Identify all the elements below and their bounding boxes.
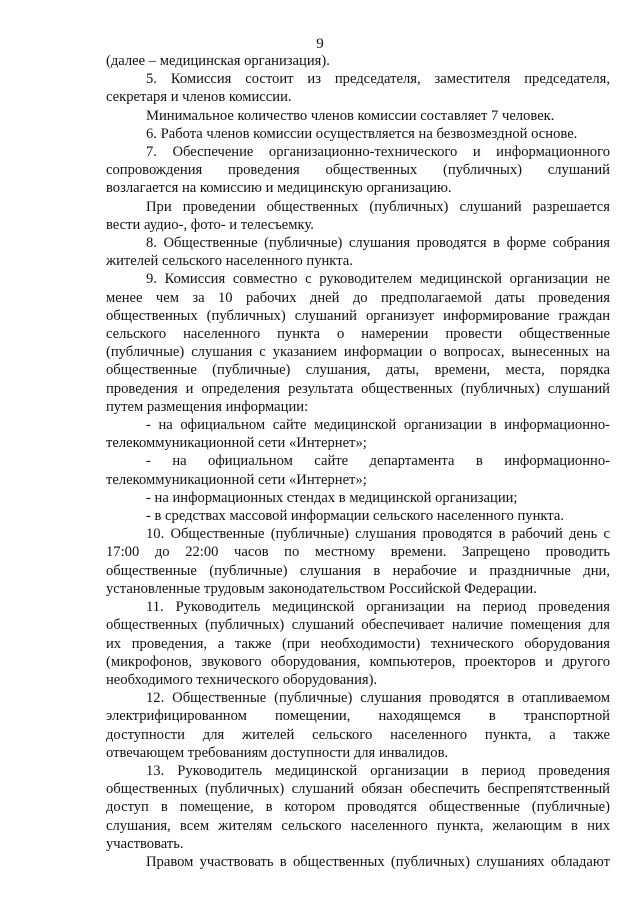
text-line: Минимальное количество членов комиссии составляет 7 человек. <box>146 107 555 124</box>
text-line: общественных (публичных) слушаний обеспечивает наличие помещения для <box>106 617 610 634</box>
text-line: секретаря и членов комиссии. <box>106 89 292 106</box>
text-line: - на официальном сайте медицинской организации в информационно- <box>146 417 610 434</box>
text-line: участвовать. <box>106 835 184 852</box>
text-line: 12. Общественные (публичные) слушания проводятся в отапливаемом <box>146 690 610 707</box>
text-line: 6. Работа членов комиссии осуществляется на безвозмездной основе. <box>146 125 578 142</box>
text-line: 8. Общественные (публичные) слушания проводятся в форме собрания <box>146 235 610 252</box>
text-line: сопровождения проведения общественных (публичных) слушаний <box>106 162 610 179</box>
text-line: (публичные) слушания с указанием информации о вопросах, вынесенных на <box>106 344 610 361</box>
text-line: проведения и определения результата общественных (публичных) слушаний <box>106 380 610 397</box>
text-line: 17:00 до 22:00 часов по местному времени. Запрещено проводить <box>106 544 610 561</box>
text-line: - в средствах массовой информации сельского населенного пункта. <box>146 508 564 525</box>
text-line: общественных (публичных) слушаний обязан обеспечить беспрепятственный <box>106 781 610 798</box>
text-line: общественные (публичные) слушания в нерабочие и праздничные дни, <box>106 562 610 579</box>
text-line: установленные трудовым законодательством Российской Федерации. <box>106 580 537 597</box>
text-line: общественных (публичных) слушаний организует информирование граждан <box>106 307 610 324</box>
text-line: 10. Общественные (публичные) слушания проводятся в рабочий день с <box>146 526 610 543</box>
text-line: телекоммуникационной сети «Интернет»; <box>106 435 367 452</box>
text-line: доступности для жителей сельского населенного пункта, а также <box>106 726 610 743</box>
text-line: отвечающем требованиям доступности для инвалидов. <box>106 744 449 761</box>
text-line: 13. Руководитель медицинской организации в период проведения <box>146 762 610 779</box>
text-line: слушания, всем жителям сельского населенного пункта, желающим в них <box>106 817 610 834</box>
text-line: - на информационных стендах в медицинской организации; <box>146 489 518 506</box>
text-line: путем размещения информации: <box>106 398 309 415</box>
text-line: 7. Обеспечение организационно-технического и информационного <box>146 144 610 161</box>
text-line: электрифицированном помещении, находящемся в транспортной <box>106 708 610 725</box>
text-line: телекоммуникационной сети «Интернет»; <box>106 471 367 488</box>
text-line: 5. Комиссия состоит из председателя, заместителя председателя, <box>146 71 610 88</box>
text-line: (далее – медицинская организация). <box>106 53 330 69</box>
text-line: (микрофонов, звукового оборудования, компьютеров, проекторов и другого <box>106 653 610 670</box>
text-line: сельского населенного пункта о намерении провести общественные <box>106 326 610 343</box>
document-body <box>106 52 610 871</box>
text-line: общественные (публичные) слушания, даты, времени, места, порядка <box>106 362 610 379</box>
text-line: их проведения, а также (при необходимости) технического оборудования <box>106 635 610 652</box>
text-line: доступ в помещение, в котором проводятся общественные (публичные) <box>106 799 610 816</box>
text-line: жителей сельского населенного пункта. <box>106 253 353 270</box>
text-line: менее чем за 10 рабочих дней до предполагаемой даты проведения <box>106 289 610 306</box>
text-line: 11. Руководитель медицинской организации на период проведения <box>146 599 610 616</box>
text-line: Правом участвовать в общественных (публичных) слушаниях обладают <box>146 853 610 870</box>
text-line: При проведении общественных (публичных) слушаний разрешается <box>146 198 610 215</box>
text-line: - на официальном сайте департамента в информационно- <box>146 453 610 470</box>
text-line: возлагается на комиссию и медицинскую организацию. <box>106 180 452 197</box>
text-line: 9. Комиссия совместно с руководителем медицинской организации не <box>146 271 610 288</box>
page-number: 9 <box>316 36 324 52</box>
text-line: вести аудио-, фото- и телесъемку. <box>106 216 314 233</box>
text-line: необходимого технического оборудования). <box>106 671 378 688</box>
